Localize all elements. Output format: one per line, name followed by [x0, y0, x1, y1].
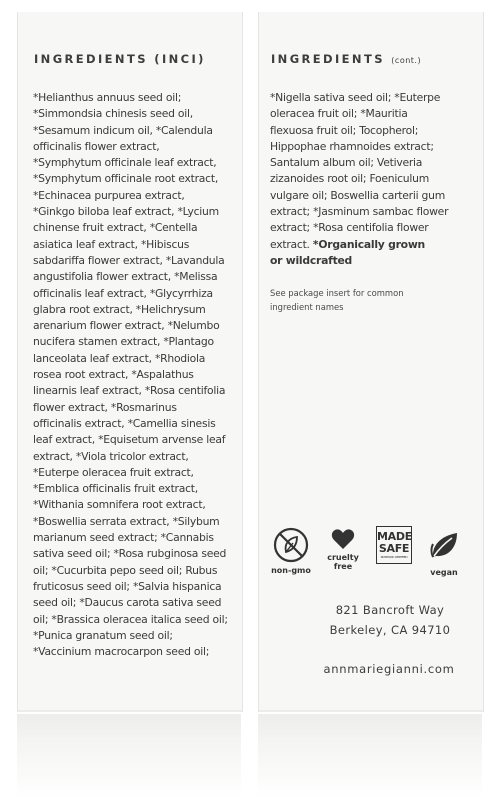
ingredient-line: extract; *Rosa centifolia flower — [270, 221, 429, 235]
ingredient-line: lanceolata leaf extract, *Rhodiola — [33, 351, 206, 365]
ingredient-line: oleracea fruit oil; *Mauritia — [270, 107, 408, 121]
ingredient-line: arenarium flower extract, *Nelumbo — [33, 319, 220, 333]
ingredient-line: *Symphytum officinale root extract, — [33, 172, 219, 186]
ingredient-line: nucifera stamen extract, *Plantago — [33, 335, 214, 349]
ingredient-line: Hippophae rhamnoides extract; — [270, 139, 434, 153]
package-insert-note — [270, 286, 470, 314]
left-box-reflection — [17, 714, 241, 800]
heading-cont-suffix: (cont.) — [391, 56, 422, 65]
ingredients-inci-heading: INGREDIENTS (INCI) — [34, 52, 206, 66]
certification-badges — [268, 526, 468, 578]
ingredient-line: *Simmondsia chinesis seed oil, — [33, 107, 193, 121]
ingredient-line: *Euterpe oleracea fruit extract, — [33, 465, 194, 479]
ingredient-line: *Nigella sativa seed oil; *Euterpe — [270, 91, 441, 104]
ingredient-line-final — [270, 237, 474, 253]
ingredient-line: flower extract, *Rosmarinus — [33, 400, 177, 414]
ingredient-line: officinalis extract, *Camellia sinesis — [33, 416, 216, 430]
ingredient-line: *Echinacea purpurea extract, — [33, 188, 185, 202]
left-box-panel — [17, 12, 243, 712]
cruelty-free-badge — [326, 526, 360, 571]
ingredient-line: oil; *Brassica oleracea italica seed oil; — [33, 612, 228, 626]
ingredient-line: angustifolia flower extract, *Melissa — [33, 270, 218, 284]
ingredients-cont-heading — [271, 52, 421, 66]
non-gmo-icon — [272, 526, 310, 564]
website-url: annmariegianni.com — [323, 662, 455, 676]
ingredient-line: officinalis flower extract, — [33, 139, 160, 153]
made-safe-small-text: NONTOXIC CERTIFIED — [380, 555, 408, 559]
ingredient-line: fruticosus seed oil; *Salvia hispanica — [33, 579, 222, 593]
cruelty-label: cruelty — [327, 553, 359, 562]
ingredient-line: *Symphytum officinale leaf extract, — [33, 156, 217, 170]
ingredient-line: *Boswellia serrata extract, *Silybum — [33, 514, 220, 528]
ingredient-line: *Punica granatum seed oil; — [33, 628, 173, 642]
ingredient-line: vulgare oil; Boswellia carterii gum — [270, 188, 446, 202]
vegan-badge — [424, 526, 464, 577]
made-safe-badge — [372, 526, 416, 564]
address-street: 821 Bancroft Way — [335, 603, 445, 617]
ingredient-line: flexuosa fruit oil; Tocopherol; — [270, 123, 419, 137]
leaf-icon — [428, 530, 460, 560]
ingredient-line: *Withania somnifera root extract, — [33, 498, 206, 512]
ingredient-line: leaf extract, *Equisetum arvense leaf — [33, 433, 226, 447]
note-line: See package insert for common — [270, 288, 404, 298]
ingredient-line: extract; *Jasminum sambac flower — [270, 205, 449, 219]
right-box-reflection — [258, 714, 482, 800]
ingredient-line: marianum seed extract; *Cannabis — [33, 531, 214, 545]
ingredient-line: glabra root extract, *Helichrysum — [33, 302, 206, 316]
non-gmo-label: non-gmo — [271, 566, 311, 575]
ingredient-lines — [270, 90, 474, 237]
ingredient-line: *Sesamum indicum oil, *Calendula — [33, 123, 213, 137]
ingredient-line: *Emblica officinalis fruit extract, — [33, 482, 198, 496]
vegan-label: vegan — [430, 568, 458, 577]
ingredient-line: *Helianthus annuus seed oil; — [33, 91, 182, 104]
right-box-panel — [258, 12, 484, 712]
free-label: free — [333, 562, 353, 571]
ingredient-line: chinense fruit extract, *Centella — [33, 221, 198, 235]
ingredient-line: sativa seed oil; *Rosa rubginosa seed — [33, 547, 227, 561]
made-safe-logo — [376, 526, 412, 564]
ingredient-line: seed oil; *Daucus carota sativa seed — [33, 596, 222, 610]
heading-text: INGREDIENTS — [271, 52, 385, 66]
wildcrafted-note-bold: or wildcrafted — [270, 253, 353, 267]
ingredient-line: *Ginkgo biloba leaf extract, *Lycium — [33, 205, 219, 219]
ingredient-line: oil; *Cucurbita pepo seed oil; Rubus — [33, 563, 218, 577]
address-city: Berkeley, CA 94710 — [329, 623, 451, 637]
ingredient-line: zizanoides root oil; Foeniculum — [270, 172, 430, 186]
ingredient-line: sabdariffa flower extract, *Lavandula — [33, 253, 225, 267]
ingredient-line: *Vaccinium macrocarpon seed oil; — [33, 645, 210, 659]
ingredient-line: extract, *Viola tricolor extract, — [33, 449, 189, 463]
ingredient-line: Santalum album oil; Vetiveria — [270, 156, 423, 170]
ingredient-line: officinalis leaf extract, *Glycyrrhiza — [33, 286, 213, 300]
ingredient-final-plain: extract. — [270, 237, 313, 251]
note-line: ingredient names — [270, 302, 344, 312]
heart-icon — [331, 528, 355, 550]
ingredient-line: rosea root extract, *Aspalathus — [33, 368, 194, 382]
made-safe-word-2: SAFE — [378, 542, 410, 555]
made-safe-word-1: MADE — [377, 530, 412, 543]
ingredient-line: asiatica leaf extract, *Hibiscus — [33, 237, 190, 251]
organic-note-bold: *Organically grown — [312, 237, 425, 251]
non-gmo-badge — [268, 526, 314, 575]
ingredient-line: linearnis leaf extract, *Rosa centifolia — [33, 384, 226, 398]
ingredients-list-right — [270, 90, 474, 269]
ingredients-list-left — [33, 90, 237, 660]
